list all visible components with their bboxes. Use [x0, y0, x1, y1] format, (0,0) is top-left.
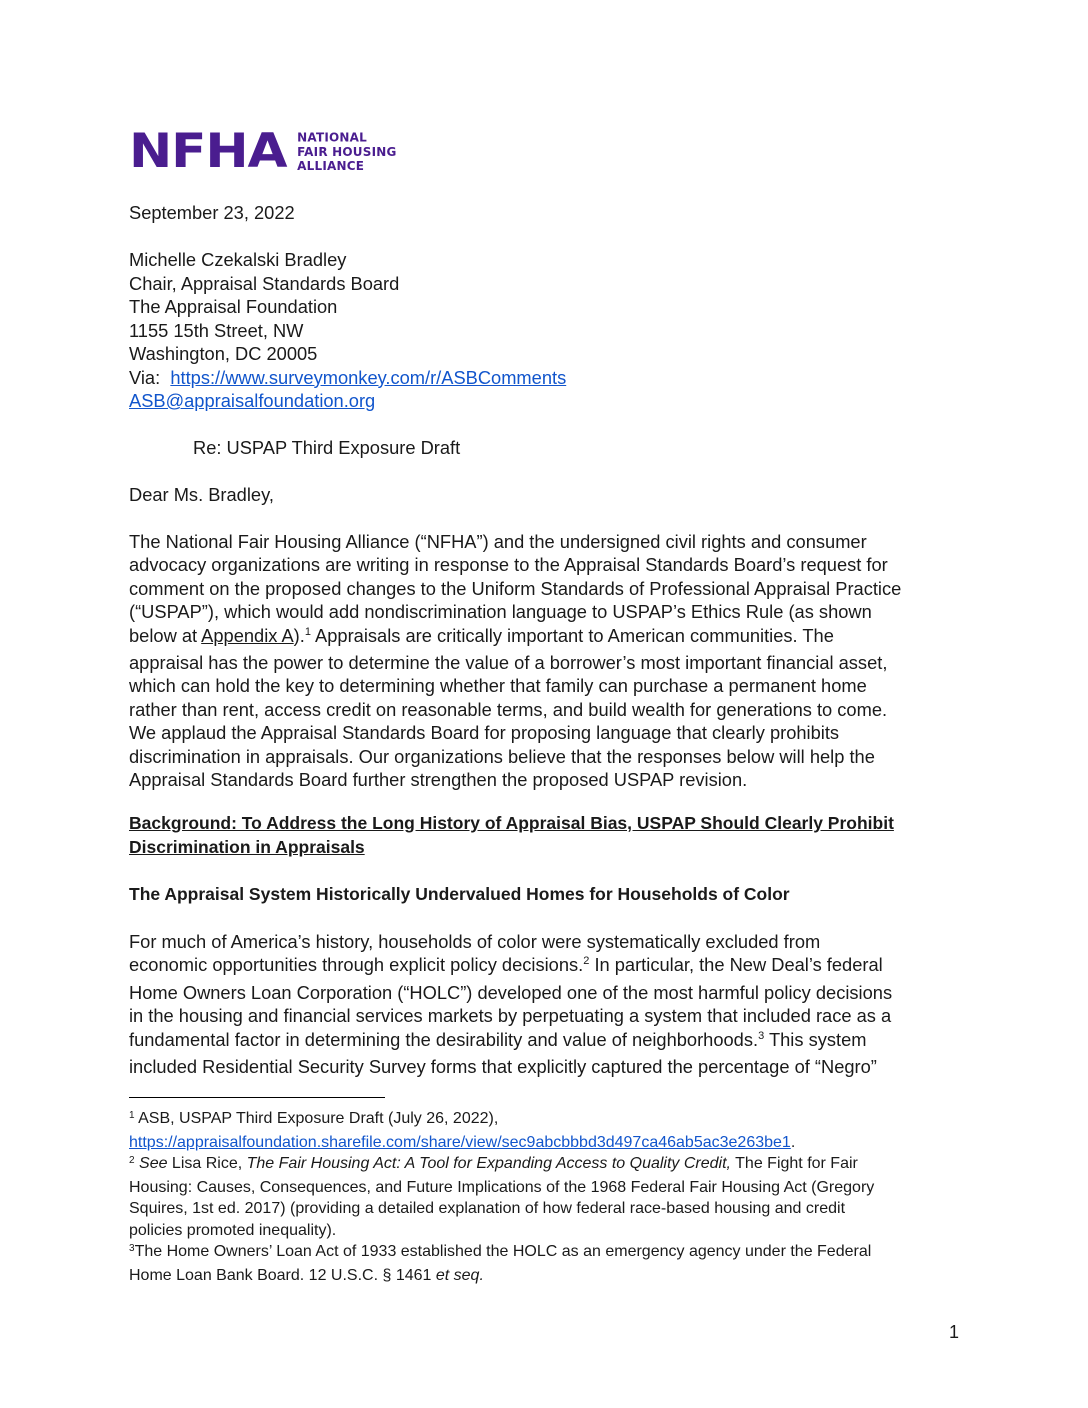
re-line: Re: USPAP Third Exposure Draft: [193, 437, 461, 458]
salutation: Dear Ms. Bradley,: [129, 484, 274, 505]
paragraph-history: For much of America’s history, households of color were systematically excluded from economic opportunities through explicit policy decisions.$^2$ In particular, the New Deal’s federal Home Owners Loan Corporation (“HOLC”) developed one of the most harmful policy decisions in the housing and financial services markets by perpetuating a system that included race as a fundamental factor in determining the desirability and value of neighborhoods.$^3$ This system included Residential Security Survey forms that explicitly captured the percentage of “Negro”: [129, 931, 893, 1078]
footnote-3: $^3$The Home Owners’ Loan Act of 1933 established the HOLC as an emergency agency under the Federal: [129, 1243, 872, 1260]
letter-date: September 23, 2022: [129, 202, 295, 223]
page-number: 1: [949, 1322, 960, 1342]
nfha-logo: [129, 124, 397, 179]
footnote-divider: [129, 1097, 385, 1098]
footnote-1: $^1$ ASB, USPAP Third Exposure Draft (July 26, 2022),: [129, 1110, 499, 1127]
recipient-street: 1155 15th Street, NW: [129, 319, 304, 341]
footnote-ref-1[interactable]: 1: [304, 625, 311, 638]
survey-link[interactable]: https://www.surveymonkey.com/r/ASBComments: [170, 366, 567, 388]
recipient-title: Chair, Appraisal Standards Board: [129, 272, 400, 294]
paragraph-intro: The National Fair Housing Alliance (“NFHA”) and the undersigned civil rights and consumer advocacy organizations are writing in response to the Appraisal Standards Board’s request for comment on the proposed changes to the Uniform Standards of Professional Appraisal Practice (“USPAP”), which would add nondiscrimination language to USPAP’s Ethics Rule (as shown below at Appendix A).$^1$ Appraisals are critically important to American communities. The appraisal has the power to determine the value of a borrower’s most important financial asset, which can hold the key to determining whether that family can purchase a permanent home rather than rent, access credit on reasonable terms, and build wealth for generations to come. We applaud the Appraisal Standards Board for proposing language that clearly prohibits discrimination in appraisals. Our organizations believe that the responses below will help the Appraisal Standards Board further strengthen the proposed USPAP revision.: [129, 531, 902, 791]
exposure-draft-link[interactable]: https://appraisalfoundation.sharefile.com/share/view/sec9abcbbbd3d497ca46ab5ac3e263be1: [129, 1133, 791, 1151]
section-heading: Background: To Address the Long History of Appraisal Bias, USPAP Should Clearly Prohibit Discrimination in Appraisals: [129, 813, 894, 857]
via-line: Via: https://www.surveymonkey.com/r/ASBComments: [129, 366, 567, 388]
logo-subtitle: NATIONAL FAIR HOUSING ALLIANCE: [297, 129, 397, 173]
footnote-ref-3[interactable]: 3: [758, 1029, 765, 1042]
footnotes: $^1$ ASB, USPAP Third Exposure Draft (July 26, 2022), https://appraisalfoundation.sharefile.com/share/view/sec9abcbbbd3d497ca46ab5ac3e263be1. $^2$ See Lisa Rice, The Fair Housing Act: A Tool for Expanding Access to Quality Credit, The Fight for Fair Housing: Causes, Consequences, and Future Implications of the 1968 Federal Fair Housing Act (Gregory Squires, 1st ed. 2017) (providing a detailed explanation of how federal race-based housing and credit policies promoted inequality). $^3$The Home Owners’ Loan Act of 1933 established the HOLC as an emergency agency under the Federal Home Loan Bank Board. 12 U.S.C. § 1461 et seq.: [129, 1110, 875, 1284]
email-link[interactable]: ASB@appraisalfoundation.org: [129, 390, 376, 411]
recipient-city: Washington, DC 20005: [129, 343, 318, 364]
recipient-org: The Appraisal Foundation: [129, 296, 338, 317]
recipient-name: Michelle Czekalski Bradley: [129, 249, 347, 270]
subsection-heading: The Appraisal System Historically Undervalued Homes for Households of Color: [129, 884, 790, 904]
recipient-address: [129, 248, 566, 413]
logo-mark: NFHA: [129, 124, 287, 179]
footnote-2: $^2$ See Lisa Rice, The Fair Housing Act: A Tool for Expanding Access to Quality Credit, The Fight for Fair: [129, 1155, 858, 1172]
footnote-ref-2[interactable]: 2: [583, 955, 590, 968]
appendix-a-link[interactable]: Appendix A: [201, 624, 294, 646]
